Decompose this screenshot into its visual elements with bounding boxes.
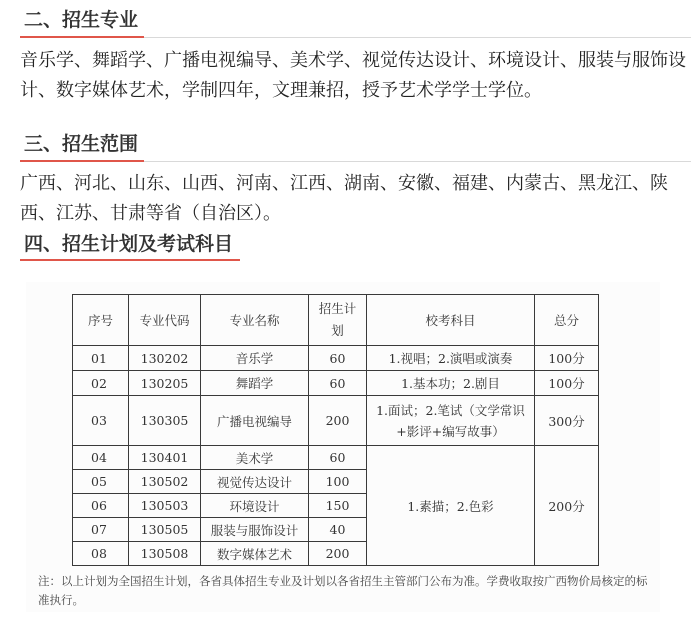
plan-table-image — [26, 282, 660, 612]
cell-no: 03 — [73, 396, 129, 446]
cell-exam: 1.素描；2.色彩 — [367, 446, 535, 566]
cell-code: 130502 — [129, 470, 201, 494]
cell-no: 08 — [73, 542, 129, 566]
cell-code: 130505 — [129, 518, 201, 542]
table-row — [73, 346, 599, 371]
header-name: 专业名称 — [201, 295, 309, 346]
section-title: 二、招生专业 — [20, 5, 144, 38]
cell-plan: 100 — [309, 470, 367, 494]
section-title: 四、招生计划及考试科目 — [24, 233, 234, 255]
cell-name: 舞蹈学 — [201, 371, 309, 396]
cell-exam: 1.视唱；2.演唱或演奏 — [367, 346, 535, 371]
cell-name: 环境设计 — [201, 494, 309, 518]
cell-no: 05 — [73, 470, 129, 494]
cell-no: 06 — [73, 494, 129, 518]
cell-plan: 200 — [309, 542, 367, 566]
cell-no: 07 — [73, 518, 129, 542]
enrollment-plan-table — [72, 294, 599, 566]
cell-plan: 150 — [309, 494, 367, 518]
cell-name: 广播电视编导 — [201, 396, 309, 446]
cell-exam: 1.基本功；2.剧目 — [367, 371, 535, 396]
cell-plan: 60 — [309, 346, 367, 371]
cell-name: 音乐学 — [201, 346, 309, 371]
cell-code: 130202 — [129, 346, 201, 371]
cell-code: 130401 — [129, 446, 201, 470]
table-row — [73, 396, 599, 446]
table-row — [73, 371, 599, 396]
cell-name: 服装与服饰设计 — [201, 518, 309, 542]
header-no: 序号 — [73, 295, 129, 346]
cell-plan: 60 — [309, 371, 367, 396]
table-header-row — [73, 295, 599, 346]
header-code: 专业代码 — [129, 295, 201, 346]
table-row — [73, 446, 599, 470]
cell-code: 130503 — [129, 494, 201, 518]
cell-score: 100分 — [535, 371, 599, 396]
section-title: 三、招生范围 — [20, 129, 144, 162]
cell-plan: 60 — [309, 446, 367, 470]
majors-paragraph: 音乐学、舞蹈学、广播电视编导、美术学、视觉传达设计、环境设计、服装与服饰设计、数字媒体艺术，学制四年，文理兼招，授予艺术学学士学位。 — [20, 50, 686, 101]
header-score: 总分 — [535, 295, 599, 346]
cell-score: 300分 — [535, 396, 599, 446]
cell-code: 130205 — [129, 371, 201, 396]
cell-no: 02 — [73, 371, 129, 396]
table-footnote: 注：以上计划为全国招生计划，各省具体招生专业及计划以各省招生主管部门公布为准。学费收取按广西物价局核定的标准执行。 — [38, 574, 648, 607]
cell-no: 04 — [73, 446, 129, 470]
section-heading-scope — [20, 128, 691, 162]
cell-no: 01 — [73, 346, 129, 371]
cell-plan: 200 — [309, 396, 367, 446]
header-plan-text: 招生计划 — [318, 301, 357, 338]
cell-score: 100分 — [535, 346, 599, 371]
cell-name: 美术学 — [201, 446, 309, 470]
cell-plan: 40 — [309, 518, 367, 542]
section-heading-majors — [20, 4, 691, 38]
section-heading-plan — [20, 229, 240, 261]
header-exam: 校考科目 — [367, 295, 535, 346]
cell-exam: 1.面试；2.笔试（文学常识+影评+编写故事） — [367, 396, 535, 446]
cell-name: 视觉传达设计 — [201, 470, 309, 494]
scope-paragraph: 广西、河北、山东、山西、河南、江西、湖南、安徽、福建、内蒙古、黑龙江、陕西、江苏、甘肃等省（自治区）。 — [20, 173, 668, 224]
header-plan — [309, 295, 367, 346]
cell-name: 数字媒体艺术 — [201, 542, 309, 566]
cell-score: 200分 — [535, 446, 599, 566]
cell-code: 130508 — [129, 542, 201, 566]
cell-code: 130305 — [129, 396, 201, 446]
